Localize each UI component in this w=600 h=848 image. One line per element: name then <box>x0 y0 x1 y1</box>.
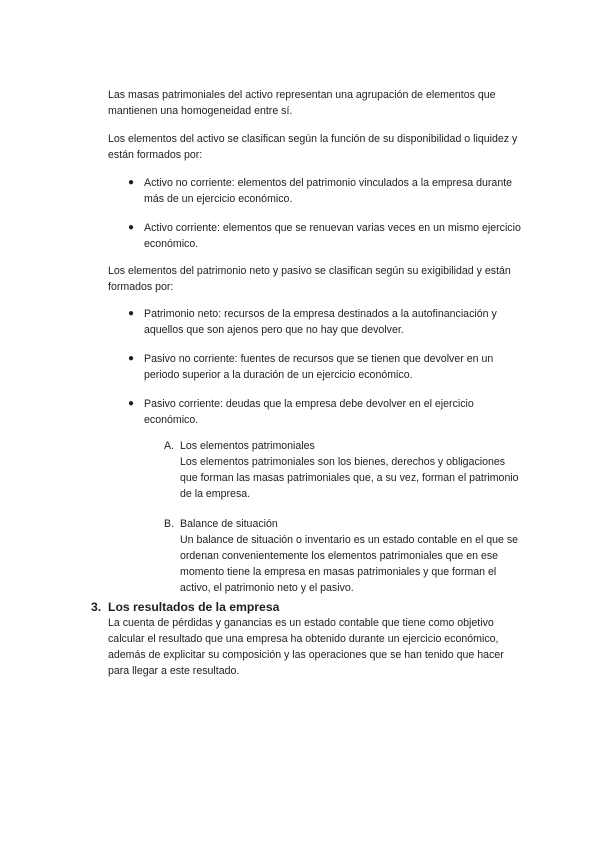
alpha-item-body: Un balance de situación o inventario es un estado contable en el que se ordenan convenientemente los elementos patrimoniales que en ese momento tiene la empresa en masas patrimoniales y que forman el activo, el patrimonio neto y el pasivo. <box>180 534 519 594</box>
section-heading <box>91 599 521 615</box>
bullet-icon: ● <box>128 177 135 188</box>
list-item-text: Activo no corriente: elementos del patrimonio vinculados a la empresa durante más de un ejercicio económico. <box>144 177 513 205</box>
list-item-text: Pasivo corriente: deudas que la empresa debe devolver en el ejercicio económico. <box>144 398 474 426</box>
bullet-icon: ● <box>128 222 135 233</box>
bullet-icon: ● <box>128 353 135 364</box>
activo-bullet-list <box>108 175 523 265</box>
list-item-text: Patrimonio neto: recursos de la empresa destinados a la autofinanciación y aquellos que son ajenos pero que no hay que devolver. <box>144 308 497 336</box>
list-item <box>108 220 523 252</box>
alpha-list-item <box>164 516 524 596</box>
paragraph-patrimonio-pasivo: Los elementos del patrimonio neto y pasivo se clasifican según su exigibilidad y están formados por: <box>108 265 511 293</box>
bullet-icon: ● <box>128 398 135 409</box>
list-marker: B. <box>164 518 175 530</box>
list-item <box>108 351 523 383</box>
section-title: Los resultados de la empresa <box>108 600 280 614</box>
alpha-list <box>164 438 524 610</box>
paragraph-elementos-activo: Los elementos del activo se clasifican según la función de su disponibilidad o liquidez y están formados por: <box>108 133 518 161</box>
alpha-item-body: Los elementos patrimoniales son los bienes, derechos y obligaciones que forman las masas patrimoniales que, a su vez, forman el patrimonio de la empresa. <box>180 456 519 500</box>
alpha-item-title: Los elementos patrimoniales <box>180 440 315 452</box>
list-item <box>108 306 523 338</box>
list-item <box>108 396 523 428</box>
section-number: 3. <box>91 600 102 614</box>
pasivo-bullet-list <box>108 306 523 441</box>
alpha-item-title: Balance de situación <box>180 518 278 530</box>
alpha-list-item <box>164 438 524 502</box>
paragraph-resultados: La cuenta de pérdidas y ganancias es un estado contable que tiene como objetivo calcular el resultado que una empresa ha obtenido durante un ejercicio económico, además de explicitar su composición y las operaciones que se han tenido que hacer para llegar a este resultado. <box>108 617 504 677</box>
paragraph-masas-activo: Las masas patrimoniales del activo representan una agrupación de elementos que mantienen una homogeneidad entre sí. <box>108 89 496 117</box>
list-marker: A. <box>164 440 175 452</box>
bullet-icon: ● <box>128 308 135 319</box>
list-item <box>108 175 523 207</box>
list-item-text: Pasivo no corriente: fuentes de recursos que se tienen que devolver en un periodo superior a la duración de un ejercicio económico. <box>144 353 494 381</box>
list-item-text: Activo corriente: elementos que se renuevan varias veces en un mismo ejercicio económico. <box>144 222 521 250</box>
